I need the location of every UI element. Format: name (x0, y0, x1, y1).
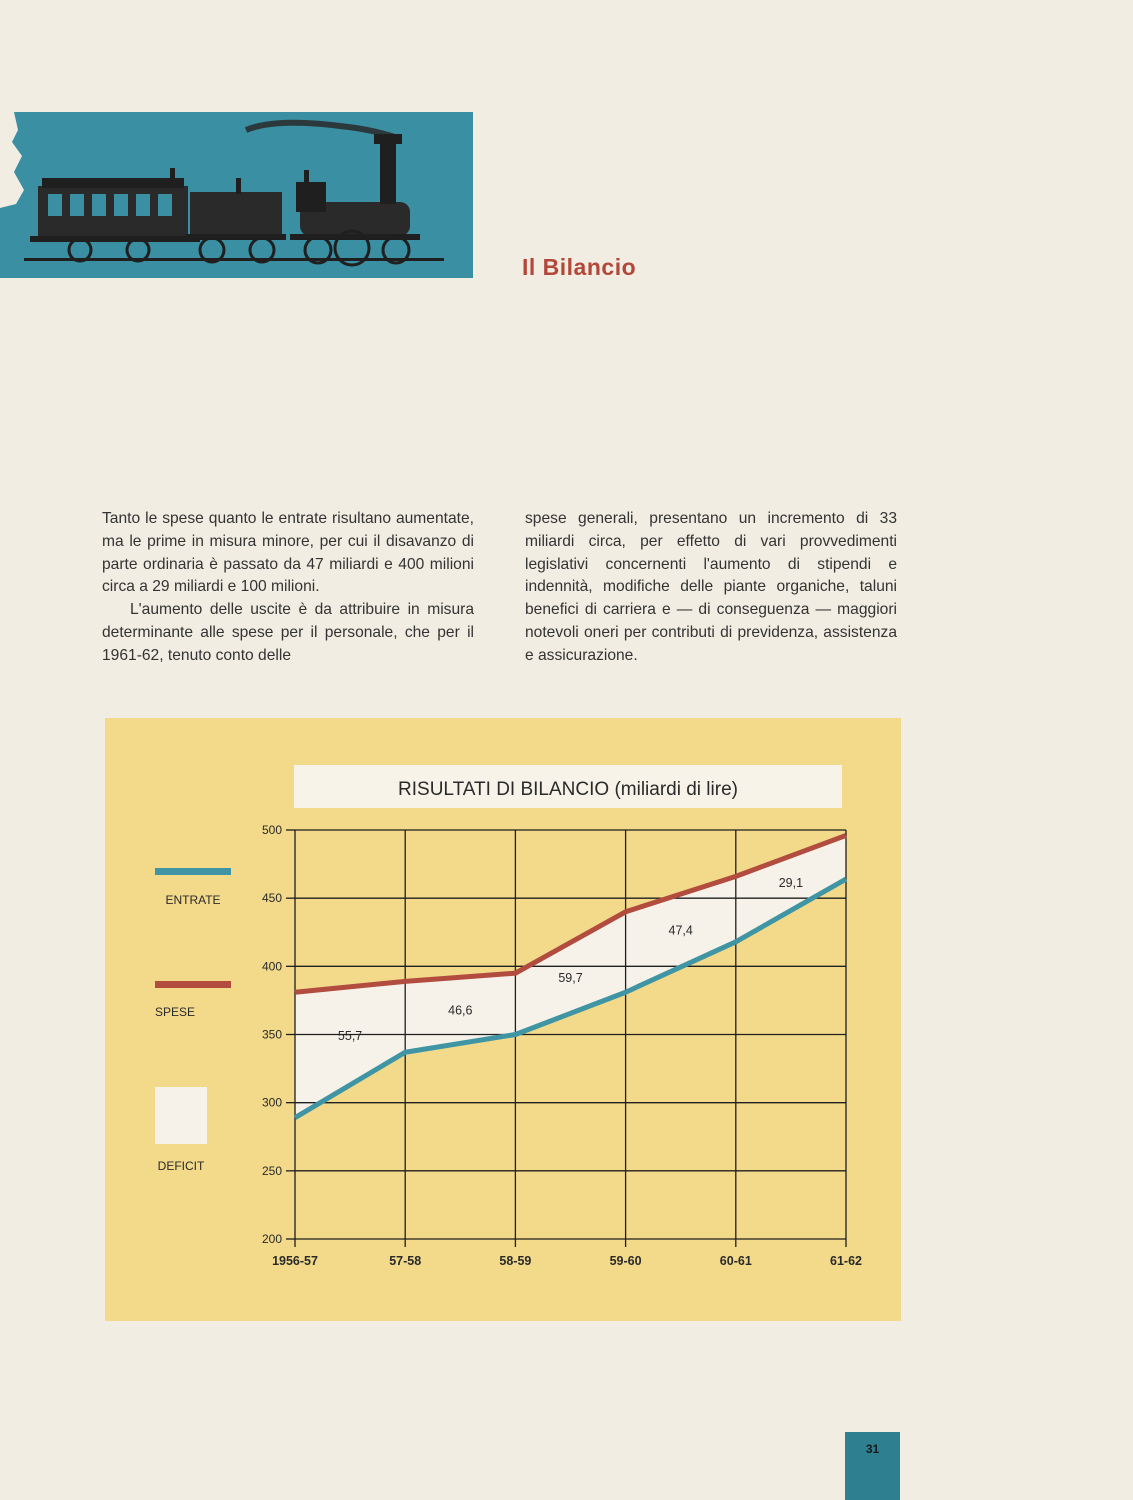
legend-label-deficit: DEFICIT (157, 1159, 205, 1173)
paragraph: spese generali, presentano un incremento di 33 miliardi circa, per effetto di vari provvedimenti legislativi concernenti l'aumento di stipendi e indennità, modifiche delle piante organiche, taluni benefici di carriera e — di conseguenza — maggiori notevoli oneri per contributi di previdenza, assistenza e assicurazione. (525, 510, 897, 664)
header-banner (0, 112, 473, 278)
legend-label-spese: SPESE (155, 1005, 196, 1019)
legend-swatch-deficit (155, 1087, 207, 1144)
x-tick-label: 60-61 (719, 1254, 752, 1268)
x-tick-label: 58-59 (499, 1254, 532, 1268)
body-text-right-column (525, 508, 897, 668)
page-number-tab (845, 1432, 900, 1500)
chart-title: RISULTATI DI BILANCIO (miliardi di lire) (398, 779, 738, 800)
deficit-data-label: 59,7 (558, 970, 583, 985)
y-tick-label: 450 (261, 891, 282, 906)
chart-panel (105, 718, 901, 1321)
legend-swatch-entrate (155, 868, 231, 875)
y-tick-label: 400 (261, 959, 282, 974)
y-tick-label: 250 (261, 1163, 282, 1178)
train-illustration (0, 112, 473, 278)
paragraph: L'aumento delle uscite è da attribuire in misura determinante alle spese per il personale, che per il 1961-62, tenuto conto delle (102, 601, 474, 664)
y-tick-label: 200 (261, 1232, 282, 1246)
legend-label-entrate: ENTRATE (165, 893, 221, 907)
paragraph: Tanto le spese quanto le entrate risultano aumentate, ma le prime in misura minore, per cui il disavanzo di parte ordinaria è passato da 47 miliardi e 400 milioni circa a 29 miliardi e 100 milioni. (102, 510, 474, 596)
deficit-data-label: 46,6 (448, 1003, 473, 1018)
x-tick-label: 61-62 (830, 1254, 862, 1268)
deficit-data-label: 47,4 (668, 923, 693, 938)
legend-swatch-spese (155, 981, 231, 988)
y-tick-label: 300 (261, 1095, 282, 1110)
y-tick-label: 500 (261, 823, 282, 837)
y-tick-label: 350 (261, 1027, 282, 1042)
x-tick-label: 1956-57 (272, 1254, 318, 1268)
page-title: Il Bilancio (522, 254, 637, 280)
budget-chart (105, 718, 901, 1321)
deficit-data-label: 29,1 (778, 876, 804, 891)
x-tick-label: 57-58 (389, 1254, 422, 1268)
page-number: 31 (865, 1442, 880, 1456)
deficit-data-label: 55,7 (337, 1028, 363, 1043)
body-text-left-column (102, 508, 474, 668)
x-tick-label: 59-60 (609, 1254, 642, 1268)
